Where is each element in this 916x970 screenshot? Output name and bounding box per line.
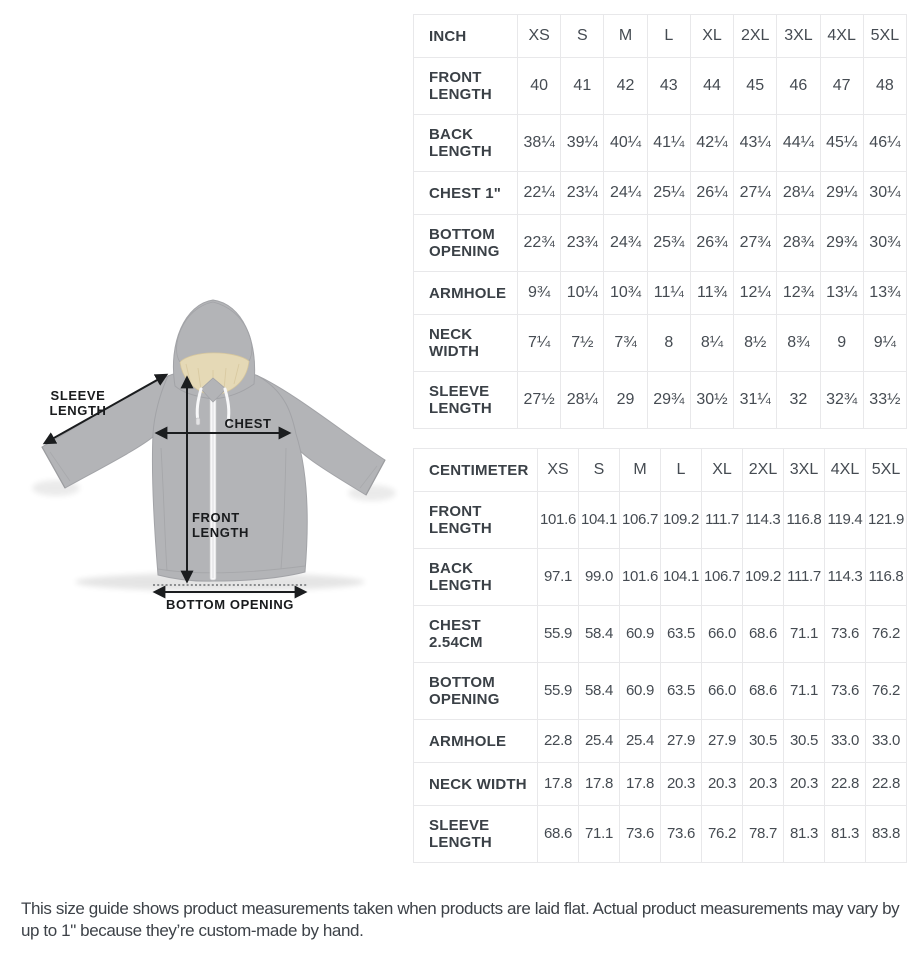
measurement-value-cell: 9¾ bbox=[518, 272, 561, 315]
measurement-value-cell: 81.3 bbox=[784, 806, 825, 863]
measurement-value-cell: 11¾ bbox=[690, 272, 733, 315]
size-header-cell: L bbox=[661, 449, 702, 492]
measurement-value-cell: 17.8 bbox=[538, 763, 579, 806]
measurement-value-cell: 23¼ bbox=[561, 172, 604, 215]
measurement-value-cell: 66.0 bbox=[702, 663, 743, 720]
measurement-value-cell: 32 bbox=[777, 372, 820, 429]
size-header-row bbox=[414, 15, 907, 58]
sleeve-length-label-line1: SLEEVE bbox=[50, 388, 106, 403]
measurement-value-cell: 33.0 bbox=[825, 720, 866, 763]
measurement-value-cell: 40¼ bbox=[604, 115, 647, 172]
measurement-value-cell: 106.7 bbox=[620, 492, 661, 549]
size-header-cell: 5XL bbox=[866, 449, 907, 492]
measurement-value-cell: 44 bbox=[690, 58, 733, 115]
measurement-value-cell: 109.2 bbox=[661, 492, 702, 549]
measurement-value-cell: 9 bbox=[820, 315, 863, 372]
measurement-value-cell: 39¼ bbox=[561, 115, 604, 172]
bottom-opening-label: BOTTOM OPENING bbox=[165, 597, 295, 612]
size-header-cell: S bbox=[561, 15, 604, 58]
measurement-value-cell: 27¾ bbox=[734, 215, 777, 272]
sleeve-length-label-line2: LENGTH bbox=[49, 403, 107, 418]
measurement-value-cell: 76.2 bbox=[866, 606, 907, 663]
measurement-value-cell: 116.8 bbox=[866, 549, 907, 606]
measurement-value-cell: 73.6 bbox=[661, 806, 702, 863]
measurement-value-cell: 28¼ bbox=[777, 172, 820, 215]
product-measurement-diagram bbox=[20, 288, 400, 618]
measurement-value-cell: 8½ bbox=[734, 315, 777, 372]
measurement-value-cell: 60.9 bbox=[620, 663, 661, 720]
measurement-label-cell: SLEEVE LENGTH bbox=[414, 372, 518, 429]
measurement-value-cell: 104.1 bbox=[579, 492, 620, 549]
measurement-value-cell: 7¼ bbox=[518, 315, 561, 372]
measurement-value-cell: 17.8 bbox=[620, 763, 661, 806]
measurement-value-cell: 23¾ bbox=[561, 215, 604, 272]
measurement-value-cell: 27.9 bbox=[702, 720, 743, 763]
measurement-value-cell: 32¾ bbox=[820, 372, 863, 429]
unit-header-cell: INCH bbox=[414, 15, 518, 58]
measurement-value-cell: 29¾ bbox=[647, 372, 690, 429]
measurement-value-cell: 33½ bbox=[863, 372, 906, 429]
measurement-value-cell: 10¼ bbox=[561, 272, 604, 315]
measurement-row bbox=[414, 315, 907, 372]
measurement-row bbox=[414, 763, 907, 806]
measurement-value-cell: 22.8 bbox=[825, 763, 866, 806]
measurement-label-cell: ARMHOLE bbox=[414, 720, 538, 763]
measurement-label-cell: BACK LENGTH bbox=[414, 115, 518, 172]
size-guide-note: This size guide shows product measurements taken when products are laid flat. Actual product measurements may vary by up to 1" because they’re custom-made by hand. bbox=[21, 899, 900, 940]
measurement-value-cell: 29 bbox=[604, 372, 647, 429]
measurement-value-cell: 31¼ bbox=[734, 372, 777, 429]
measurement-row bbox=[414, 215, 907, 272]
measurement-value-cell: 71.1 bbox=[784, 663, 825, 720]
measurement-value-cell: 101.6 bbox=[620, 549, 661, 606]
measurement-value-cell: 42¼ bbox=[690, 115, 733, 172]
measurement-value-cell: 46¼ bbox=[863, 115, 906, 172]
measurement-value-cell: 114.3 bbox=[743, 492, 784, 549]
measurement-value-cell: 25¾ bbox=[647, 215, 690, 272]
measurement-value-cell: 12¾ bbox=[777, 272, 820, 315]
measurement-label-cell: BOTTOM OPENING bbox=[414, 663, 538, 720]
measurement-row bbox=[414, 372, 907, 429]
measurement-value-cell: 66.0 bbox=[702, 606, 743, 663]
size-header-cell: 3XL bbox=[784, 449, 825, 492]
measurement-value-cell: 11¼ bbox=[647, 272, 690, 315]
measurement-value-cell: 43 bbox=[647, 58, 690, 115]
centimeter-size-table bbox=[413, 448, 907, 863]
measurement-value-cell: 7¾ bbox=[604, 315, 647, 372]
measurement-value-cell: 101.6 bbox=[538, 492, 579, 549]
measurement-value-cell: 55.9 bbox=[538, 606, 579, 663]
measurement-value-cell: 83.8 bbox=[866, 806, 907, 863]
measurement-value-cell: 97.1 bbox=[538, 549, 579, 606]
measurement-value-cell: 45¼ bbox=[820, 115, 863, 172]
measurement-value-cell: 26¾ bbox=[690, 215, 733, 272]
measurement-row bbox=[414, 172, 907, 215]
measurement-value-cell: 114.3 bbox=[825, 549, 866, 606]
measurement-value-cell: 8¾ bbox=[777, 315, 820, 372]
measurement-value-cell: 25.4 bbox=[620, 720, 661, 763]
measurement-value-cell: 68.6 bbox=[743, 663, 784, 720]
measurement-value-cell: 33.0 bbox=[866, 720, 907, 763]
measurement-value-cell: 104.1 bbox=[661, 549, 702, 606]
measurement-value-cell: 58.4 bbox=[579, 606, 620, 663]
measurement-value-cell: 71.1 bbox=[784, 606, 825, 663]
measurement-value-cell: 68.6 bbox=[538, 806, 579, 863]
measurement-value-cell: 55.9 bbox=[538, 663, 579, 720]
jacket-body bbox=[152, 370, 307, 581]
measurement-value-cell: 26¼ bbox=[690, 172, 733, 215]
measurement-value-cell: 47 bbox=[820, 58, 863, 115]
measurement-value-cell: 30.5 bbox=[784, 720, 825, 763]
measurement-value-cell: 27¼ bbox=[734, 172, 777, 215]
measurement-value-cell: 30¼ bbox=[863, 172, 906, 215]
measurement-row bbox=[414, 663, 907, 720]
measurement-value-cell: 22¼ bbox=[518, 172, 561, 215]
size-header-row bbox=[414, 449, 907, 492]
measurement-label-cell: CHEST 1" bbox=[414, 172, 518, 215]
measurement-value-cell: 40 bbox=[518, 58, 561, 115]
size-header-cell: 3XL bbox=[777, 15, 820, 58]
measurement-value-cell: 71.1 bbox=[579, 806, 620, 863]
measurement-value-cell: 76.2 bbox=[866, 663, 907, 720]
measurement-label-cell: NECK WIDTH bbox=[414, 763, 538, 806]
size-header-cell: XL bbox=[690, 15, 733, 58]
measurement-value-cell: 45 bbox=[734, 58, 777, 115]
size-header-cell: 2XL bbox=[734, 15, 777, 58]
measurement-value-cell: 29¼ bbox=[820, 172, 863, 215]
size-header-cell: XL bbox=[702, 449, 743, 492]
measurement-value-cell: 76.2 bbox=[702, 806, 743, 863]
measurement-value-cell: 20.3 bbox=[784, 763, 825, 806]
measurement-value-cell: 22¾ bbox=[518, 215, 561, 272]
measurement-row bbox=[414, 492, 907, 549]
measurement-value-cell: 20.3 bbox=[702, 763, 743, 806]
measurement-value-cell: 8 bbox=[647, 315, 690, 372]
measurement-value-cell: 68.6 bbox=[743, 606, 784, 663]
size-header-cell: S bbox=[579, 449, 620, 492]
inch-size-table bbox=[413, 14, 907, 429]
measurement-value-cell: 73.6 bbox=[825, 606, 866, 663]
measurement-value-cell: 58.4 bbox=[579, 663, 620, 720]
measurement-value-cell: 17.8 bbox=[579, 763, 620, 806]
measurement-value-cell: 44¼ bbox=[777, 115, 820, 172]
measurement-value-cell: 28¾ bbox=[777, 215, 820, 272]
measurement-value-cell: 24¼ bbox=[604, 172, 647, 215]
measurement-value-cell: 10¾ bbox=[604, 272, 647, 315]
measurement-value-cell: 20.3 bbox=[661, 763, 702, 806]
size-header-cell: XS bbox=[518, 15, 561, 58]
measurement-value-cell: 30½ bbox=[690, 372, 733, 429]
measurement-row bbox=[414, 606, 907, 663]
size-header-cell: M bbox=[604, 15, 647, 58]
measurement-value-cell: 63.5 bbox=[661, 606, 702, 663]
measurement-value-cell: 78.7 bbox=[743, 806, 784, 863]
measurement-value-cell: 46 bbox=[777, 58, 820, 115]
measurement-value-cell: 73.6 bbox=[825, 663, 866, 720]
measurement-value-cell: 41¼ bbox=[647, 115, 690, 172]
measurement-value-cell: 121.9 bbox=[866, 492, 907, 549]
measurement-value-cell: 12¼ bbox=[734, 272, 777, 315]
measurement-value-cell: 73.6 bbox=[620, 806, 661, 863]
measurement-value-cell: 29¾ bbox=[820, 215, 863, 272]
measurement-value-cell: 106.7 bbox=[702, 549, 743, 606]
measurement-label-cell: NECK WIDTH bbox=[414, 315, 518, 372]
measurement-label-cell: BOTTOM OPENING bbox=[414, 215, 518, 272]
front-length-label-line2: LENGTH bbox=[192, 525, 250, 540]
size-header-cell: L bbox=[647, 15, 690, 58]
measurement-value-cell: 28¼ bbox=[561, 372, 604, 429]
measurement-row bbox=[414, 115, 907, 172]
size-header-cell: 4XL bbox=[820, 15, 863, 58]
measurement-value-cell: 111.7 bbox=[784, 549, 825, 606]
measurement-value-cell: 119.4 bbox=[825, 492, 866, 549]
size-header-cell: 2XL bbox=[743, 449, 784, 492]
jacket-zipper bbox=[210, 384, 216, 580]
measurement-value-cell: 43¼ bbox=[734, 115, 777, 172]
measurement-value-cell: 63.5 bbox=[661, 663, 702, 720]
measurement-value-cell: 116.8 bbox=[784, 492, 825, 549]
measurement-value-cell: 25¼ bbox=[647, 172, 690, 215]
measurement-value-cell: 27.9 bbox=[661, 720, 702, 763]
jacket-hood bbox=[173, 300, 254, 402]
measurement-value-cell: 41 bbox=[561, 58, 604, 115]
measurement-row bbox=[414, 58, 907, 115]
measurement-value-cell: 81.3 bbox=[825, 806, 866, 863]
size-header-cell: M bbox=[620, 449, 661, 492]
measurement-label-cell: SLEEVE LENGTH bbox=[414, 806, 538, 863]
size-header-cell: XS bbox=[538, 449, 579, 492]
measurement-value-cell: 42 bbox=[604, 58, 647, 115]
measurement-value-cell: 20.3 bbox=[743, 763, 784, 806]
size-header-cell: 4XL bbox=[825, 449, 866, 492]
hooded-jacket-illustration bbox=[20, 288, 400, 618]
measurement-row bbox=[414, 720, 907, 763]
measurement-value-cell: 111.7 bbox=[702, 492, 743, 549]
front-length-label-line1: FRONT bbox=[192, 510, 240, 525]
chest-label: CHEST bbox=[224, 416, 272, 431]
measurement-row bbox=[414, 272, 907, 315]
measurement-value-cell: 25.4 bbox=[579, 720, 620, 763]
measurement-value-cell: 60.9 bbox=[620, 606, 661, 663]
size-header-cell: 5XL bbox=[863, 15, 906, 58]
measurement-row bbox=[414, 806, 907, 863]
measurement-label-cell: BACK LENGTH bbox=[414, 549, 538, 606]
measurement-value-cell: 99.0 bbox=[579, 549, 620, 606]
measurement-value-cell: 22.8 bbox=[866, 763, 907, 806]
measurement-value-cell: 7½ bbox=[561, 315, 604, 372]
measurement-value-cell: 22.8 bbox=[538, 720, 579, 763]
measurement-value-cell: 27½ bbox=[518, 372, 561, 429]
measurement-value-cell: 109.2 bbox=[743, 549, 784, 606]
measurement-label-cell: CHEST 2.54CM bbox=[414, 606, 538, 663]
measurement-value-cell: 48 bbox=[863, 58, 906, 115]
measurement-row bbox=[414, 549, 907, 606]
measurement-value-cell: 30.5 bbox=[743, 720, 784, 763]
measurement-label-cell: FRONT LENGTH bbox=[414, 492, 538, 549]
measurement-value-cell: 8¼ bbox=[690, 315, 733, 372]
measurement-value-cell: 13¼ bbox=[820, 272, 863, 315]
measurement-value-cell: 9¼ bbox=[863, 315, 906, 372]
measurement-value-cell: 38¼ bbox=[518, 115, 561, 172]
measurement-value-cell: 13¾ bbox=[863, 272, 906, 315]
measurement-value-cell: 30¾ bbox=[863, 215, 906, 272]
measurement-label-cell: ARMHOLE bbox=[414, 272, 518, 315]
measurement-label-cell: FRONT LENGTH bbox=[414, 58, 518, 115]
size-tables-column bbox=[413, 14, 907, 863]
unit-header-cell: CENTIMETER bbox=[414, 449, 538, 492]
measurement-value-cell: 24¾ bbox=[604, 215, 647, 272]
